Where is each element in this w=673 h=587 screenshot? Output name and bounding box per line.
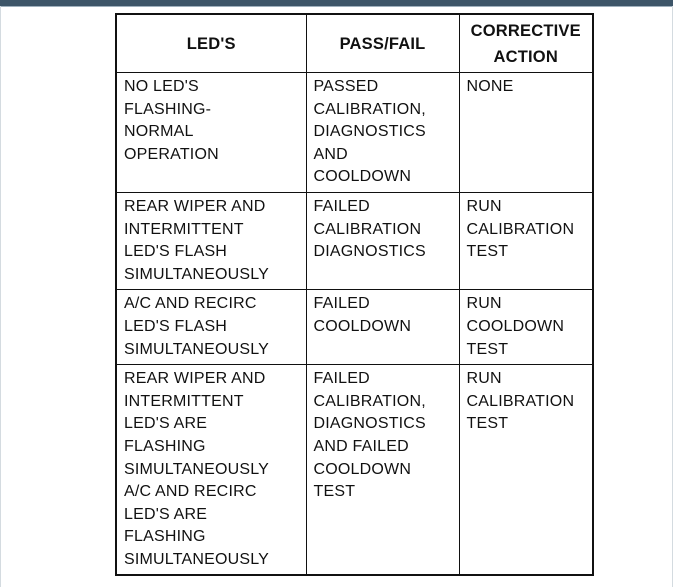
cell-leds [116,73,306,193]
cell-pass-fail [306,290,459,365]
cell-line: NONE [466,78,514,95]
cell-line: TEST [466,415,509,433]
cell-line: OPERATION [124,145,219,163]
header-line: CORRECTIVE [470,21,581,40]
cell-line: FLASHING [124,437,206,455]
cell-line: FAILED [313,370,370,388]
cell-line: NORMAL [124,123,194,141]
header-line: LED'S [186,34,236,53]
cell-line: SIMULTANEOUSLY [124,460,270,478]
cell-line: CALIBRATION, [313,392,426,410]
cell-line: A/C AND RECIRC [124,483,257,501]
cell-line: CALIBRATION [313,220,422,238]
header-corrective-action [459,14,593,73]
cell-line: INTERMITTENT [124,392,244,410]
cell-line: LED'S FLASH [124,243,228,261]
cell-leds [116,365,306,576]
cell-line: NO LED'S [124,78,199,95]
cell-line: LED'S FLASH [124,317,228,335]
cell-line: LED'S ARE [124,505,208,523]
cell-corrective-action [459,73,593,193]
cell-line: FAILED [313,295,370,313]
header-pass-fail [306,14,459,73]
cell-pass-fail [306,73,459,193]
cell-line: RUN [466,295,502,313]
cell-line: INTERMITTENT [124,220,244,238]
cell-line: LED'S ARE [124,415,208,433]
cell-line: RUN [466,197,502,215]
cell-line: RUN [466,370,502,388]
cell-line: COOLDOWN [313,317,412,335]
cell-line: AND [313,145,348,163]
header-line: PASS/FAIL [339,34,426,53]
cell-line: CALIBRATION [466,220,575,238]
table-row [116,290,593,365]
cell-line: TEST [466,340,509,358]
cell-line: AND FAILED [313,437,409,455]
cell-corrective-action [459,365,593,576]
table-row [116,73,593,193]
cell-line: FAILED [313,197,370,215]
cell-line: TEST [313,483,356,501]
cell-line: REAR WIPER AND [124,197,266,215]
cell-line: PASSED [313,78,379,95]
table-row [116,192,593,289]
cell-line: SIMULTANEOUSLY [124,550,270,568]
cell-line: DIAGNOSTICS [313,123,426,141]
cell-line: TEST [466,243,509,261]
table-header-row [116,14,593,73]
cell-line: REAR WIPER AND [124,370,266,388]
cell-pass-fail [306,192,459,289]
cell-line: COOLDOWN [466,317,565,335]
led-diagnostic-table [115,13,594,576]
cell-corrective-action [459,192,593,289]
cell-line: CALIBRATION, [313,100,426,118]
table-row [116,365,593,576]
cell-corrective-action [459,290,593,365]
header-leds [116,14,306,73]
cell-pass-fail [306,365,459,576]
cell-leds [116,290,306,365]
cell-line: SIMULTANEOUSLY [124,340,270,358]
window-top-border [0,6,673,7]
cell-line: FLASHING- [124,100,212,118]
cell-line: A/C AND RECIRC [124,295,257,313]
cell-line: CALIBRATION [466,392,575,410]
cell-line: FLASHING [124,528,206,546]
table-body [116,73,593,576]
cell-leds [116,192,306,289]
cell-line: COOLDOWN [313,460,412,478]
header-line: ACTION [493,47,558,66]
cell-line: COOLDOWN [313,168,412,186]
cell-line: SIMULTANEOUSLY [124,265,270,283]
cell-line: DIAGNOSTICS [313,243,426,261]
cell-line: DIAGNOSTICS [313,415,426,433]
page-left-edge [0,6,1,587]
